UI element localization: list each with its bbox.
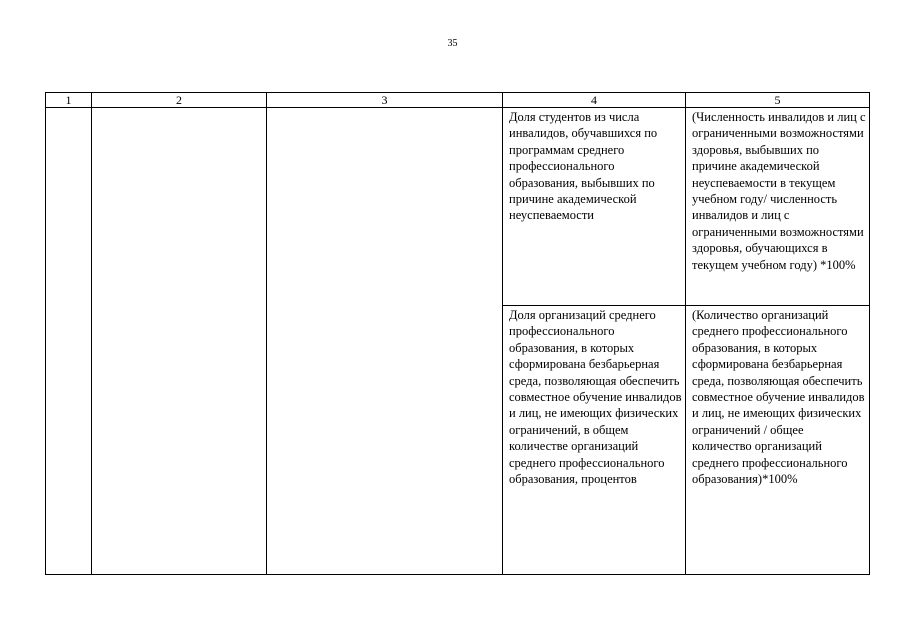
indicator-text: Доля студентов из числа инвалидов, обучавшихся по программам среднего профессионального образования, выбывших по причине академической неуспеваемости (509, 110, 658, 223)
indicator-table (45, 92, 870, 575)
cell-text (267, 108, 502, 109)
indicator-text: Доля организаций среднего профессионального образования, в которых сформирована безбарьерная среда, позволяющая обеспечить совместное обучение инвалидов и лиц, не имеющих физических ограничений, в общем количестве организаций среднего профессионального образования, процентов (509, 308, 682, 487)
column-header-1: 1 (46, 93, 92, 108)
column-header-4: 4 (503, 93, 686, 108)
table-cell-formula (686, 306, 870, 575)
column-header-2: 2 (92, 93, 267, 108)
table-cell-formula (686, 108, 870, 306)
formula-text: (Численность инвалидов и лиц с ограниченными возможностями здоровья, выбывших по причине академической неуспеваемости в текущем учебном году/ численность инвалидов и лиц с ограниченными возможностями здоровья, обучающихся в текущем учебном году) *100% (692, 110, 866, 272)
table-cell-col3 (267, 108, 503, 575)
table-cell-indicator (503, 108, 686, 306)
formula-text: (Количество организаций среднего профессионального образования, в которых сформирована безбарьерная среда, позволяющая обеспечить совместное обучение инвалидов и лиц, не имеющих физических ограничений / общее количество организаций среднего профессионального образования)*100% (692, 308, 865, 487)
table-cell-col2 (92, 108, 267, 575)
cell-text (92, 108, 266, 109)
table-cell-col1 (46, 108, 92, 575)
page-number: 35 (447, 38, 458, 49)
table-row (46, 108, 870, 306)
column-header-3: 3 (267, 93, 503, 108)
table-cell-indicator (503, 306, 686, 575)
table-header-row (46, 93, 870, 108)
cell-text (46, 108, 91, 109)
column-header-5: 5 (686, 93, 870, 108)
